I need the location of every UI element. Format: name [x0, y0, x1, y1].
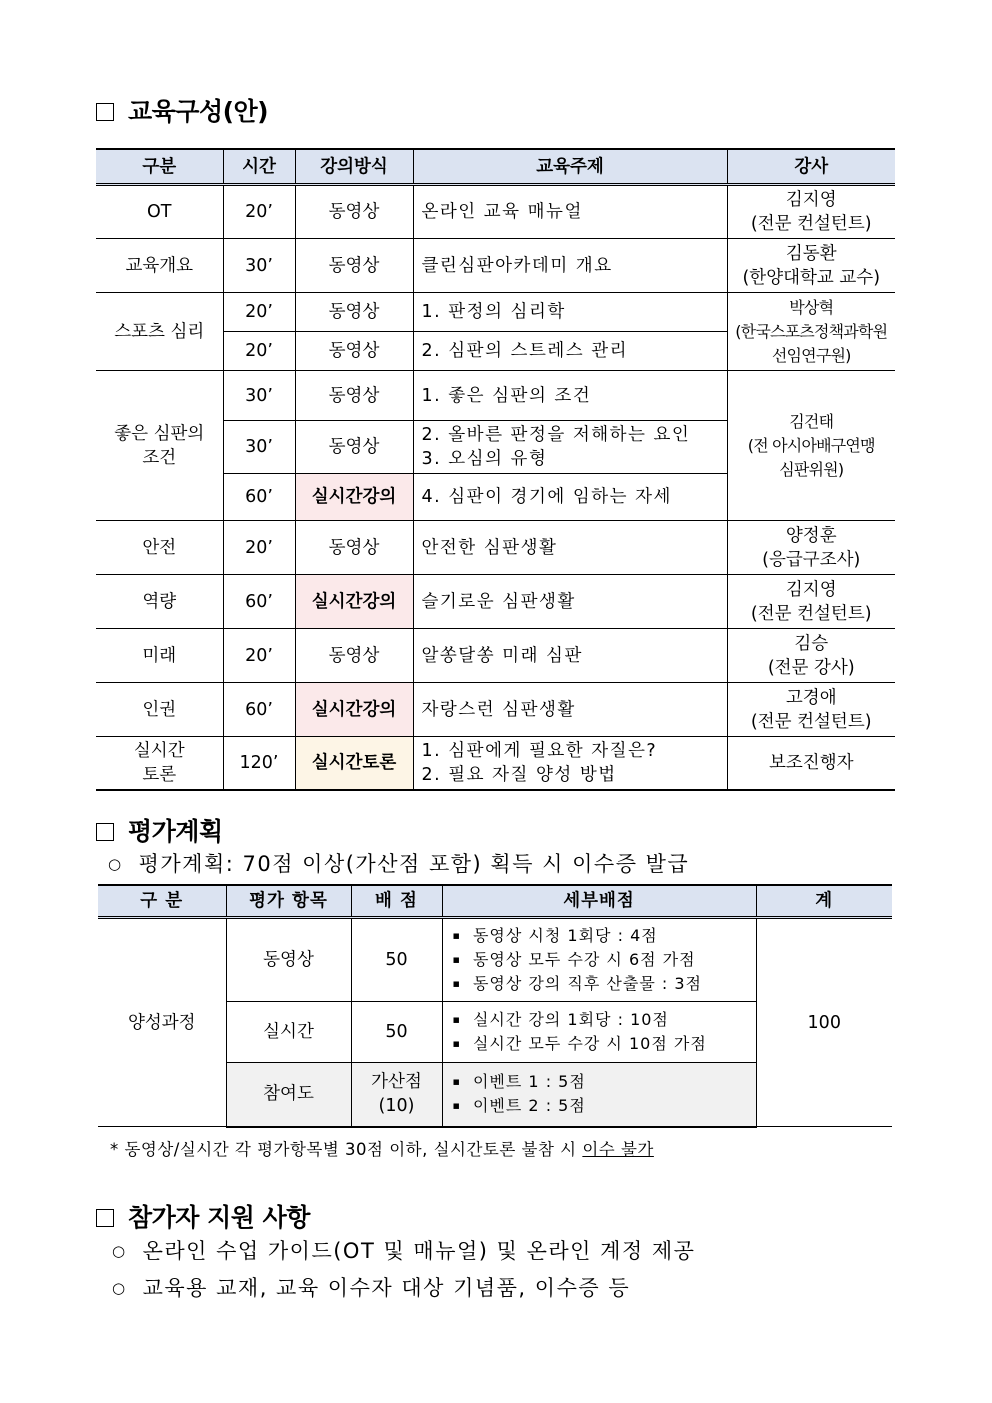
score-line: 가산점 — [371, 1072, 422, 1093]
table-row — [96, 629, 895, 683]
topic-cell: 클린심판아카데미 개요 — [413, 239, 727, 293]
detail-line: ▪ 이벤트 2 : 5점 — [453, 1094, 750, 1118]
header-detail: 세부배점 — [442, 885, 756, 918]
score-cell: 50 — [351, 918, 442, 1002]
method-cell-live: 실시간강의 — [295, 683, 413, 737]
section-title-curriculum — [96, 92, 268, 128]
topic-line: 2. 올바른 판정을 저해하는 요인 — [421, 425, 691, 445]
lecturer-title: (응급구조사) — [762, 549, 861, 570]
topic-cell: 온라인 교육 매뉴얼 — [413, 185, 727, 239]
lecturer-cell — [727, 683, 895, 737]
lecturer-name: 김건태 — [789, 411, 834, 431]
topic-cell: 1. 판정의 심리학 — [413, 293, 727, 332]
topic-cell: 자랑스런 심판생활 — [413, 683, 727, 737]
table-row — [96, 521, 895, 575]
section-title-evaluation — [96, 812, 223, 848]
detail-line: ▪ 동영상 강의 직후 산출물 : 3점 — [453, 972, 750, 996]
section-title-text: 참가자 지원 사항 — [128, 1203, 310, 1232]
checkbox-square-icon — [96, 103, 114, 121]
time-cell: 20’ — [223, 629, 295, 683]
method-cell: 동영상 — [295, 629, 413, 683]
method-cell: 동영상 — [295, 185, 413, 239]
lecturer-name: 김지영 — [785, 190, 837, 210]
header-score: 배 점 — [351, 885, 442, 918]
bullet-text: 교육용 교재, 교육 이수자 대상 기념품, 이수증 등 — [142, 1276, 631, 1300]
table-row — [96, 575, 895, 629]
lecturer-name: 김승 — [794, 633, 829, 654]
method-cell: 동영상 — [295, 371, 413, 421]
table-header-row — [96, 149, 895, 185]
time-cell: 20’ — [223, 332, 295, 371]
header-time: 시간 — [223, 149, 295, 185]
lecturer-title: (전 아시아배구연맹 — [747, 435, 875, 455]
topic-cell: 2. 심판의 스트레스 관리 — [413, 332, 727, 371]
bullet-text: 평가계획: 70점 이상(가산점 포함) 획득 시 이수증 발급 — [138, 852, 690, 876]
section-title-text: 평가계획 — [128, 817, 223, 846]
category-cell — [96, 737, 223, 790]
score-cell: 50 — [351, 1002, 442, 1063]
checkbox-square-icon — [96, 1209, 114, 1227]
evaluation-bullet — [108, 848, 689, 878]
note-text: * 동영상/실시간 각 평가항목별 30점 이하, 실시간토론 불참 시 — [110, 1140, 583, 1159]
lecturer-title: (전문 컨설턴트) — [750, 214, 872, 234]
lecturer-cell — [727, 629, 895, 683]
topic-cell: 4. 심판이 경기에 임하는 자세 — [413, 474, 727, 521]
category-cell: 인권 — [96, 683, 223, 737]
method-cell: 동영상 — [295, 332, 413, 371]
time-cell: 20’ — [223, 521, 295, 575]
group-cell: 양성과정 — [98, 918, 226, 1127]
score-cell — [351, 1063, 442, 1127]
detail-line: ▪ 실시간 모두 수강 시 10점 가점 — [453, 1032, 750, 1056]
detail-line: ▪ 동영상 시청 1회당 : 4점 — [453, 924, 750, 948]
detail-cell — [442, 918, 756, 1002]
circle-bullet-icon: ○ — [112, 1242, 127, 1260]
score-line: (10) — [378, 1096, 415, 1117]
topic-line: 3. 오심의 유형 — [421, 449, 548, 469]
time-cell: 30’ — [223, 421, 295, 474]
table-row — [96, 185, 895, 239]
time-cell: 60’ — [223, 474, 295, 521]
header-topic: 교육주제 — [413, 149, 727, 185]
method-cell: 동영상 — [295, 521, 413, 575]
circle-bullet-icon: ○ — [112, 1279, 127, 1297]
lecturer-title: 심판위원) — [779, 459, 844, 479]
method-cell: 동영상 — [295, 421, 413, 474]
item-cell: 참여도 — [226, 1063, 351, 1127]
time-cell: 60’ — [223, 683, 295, 737]
item-cell: 실시간 — [226, 1002, 351, 1063]
category-line: 좋은 심판의 — [114, 423, 205, 444]
section-title-text: 교육구성(안) — [128, 97, 269, 126]
topic-cell: 슬기로운 심판생활 — [413, 575, 727, 629]
header-lecturer: 강사 — [727, 149, 895, 185]
table-row — [96, 737, 895, 790]
lecturer-title: 선임연구원) — [771, 345, 851, 365]
lecturer-name: 박상혁 — [789, 297, 834, 317]
category-cell: 역량 — [96, 575, 223, 629]
topic-cell — [413, 421, 727, 474]
category-line: 토론 — [142, 764, 177, 785]
lecturer-cell: 보조진행자 — [727, 737, 895, 790]
evaluation-table — [98, 884, 892, 1128]
bullet-text: 온라인 수업 가이드(OT 및 매뉴얼) 및 온라인 계정 제공 — [142, 1239, 696, 1263]
table-row — [96, 293, 895, 332]
table-row — [96, 683, 895, 737]
lecturer-name: 고경애 — [785, 687, 837, 708]
circle-bullet-icon: ○ — [108, 855, 123, 873]
evaluation-note — [110, 1136, 654, 1160]
lecturer-name: 김지영 — [785, 579, 837, 600]
support-bullet — [112, 1272, 630, 1302]
time-cell: 60’ — [223, 575, 295, 629]
section-title-support — [96, 1198, 310, 1234]
detail-line: ▪ 실시간 강의 1회당 : 10점 — [453, 1008, 750, 1032]
time-cell: 30’ — [223, 239, 295, 293]
header-category: 구분 — [96, 149, 223, 185]
topic-cell: 알쏭달쏭 미래 심판 — [413, 629, 727, 683]
lecturer-cell — [727, 371, 895, 521]
detail-line: ▪ 이벤트 1 : 5점 — [453, 1070, 750, 1094]
table-row — [96, 371, 895, 421]
time-cell: 30’ — [223, 371, 295, 421]
lecturer-cell — [727, 575, 895, 629]
topic-line: 2. 필요 자질 양성 방법 — [421, 764, 617, 785]
lecturer-title: (전문 컨설턴트) — [750, 603, 872, 624]
header-item: 평가 항목 — [226, 885, 351, 918]
topic-cell: 1. 좋은 심판의 조건 — [413, 371, 727, 421]
lecturer-name: 양정훈 — [785, 525, 837, 546]
total-cell: 100 — [756, 918, 892, 1127]
lecturer-name: 김동환 — [785, 243, 837, 264]
lecturer-cell — [727, 293, 895, 371]
method-cell: 동영상 — [295, 293, 413, 332]
detail-cell — [442, 1063, 756, 1127]
time-cell: 120’ — [223, 737, 295, 790]
method-cell-live: 실시간강의 — [295, 575, 413, 629]
category-cell: 교육개요 — [96, 239, 223, 293]
topic-cell: 안전한 심판생활 — [413, 521, 727, 575]
table-header-row — [98, 885, 892, 918]
topic-line: 1. 심판에게 필요한 자질은? — [421, 740, 658, 761]
detail-line: ▪ 동영상 모두 수강 시 6점 가점 — [453, 948, 750, 972]
checkbox-square-icon — [96, 823, 114, 841]
lecturer-title: (전문 컨설턴트) — [750, 711, 872, 732]
header-total: 계 — [756, 885, 892, 918]
lecturer-title: (한국스포츠정책과학원 — [735, 321, 888, 341]
lecturer-title: (한양대학교 교수) — [742, 267, 881, 288]
item-cell: 동영상 — [226, 918, 351, 1002]
method-cell-debate: 실시간토론 — [295, 737, 413, 790]
category-line: 조건 — [142, 447, 177, 468]
detail-cell — [442, 1002, 756, 1063]
category-cell — [96, 371, 223, 521]
time-cell: 20’ — [223, 293, 295, 332]
header-division: 구 분 — [98, 885, 226, 918]
header-method: 강의방식 — [295, 149, 413, 185]
category-cell: 스포츠 심리 — [96, 293, 223, 371]
category-cell: 안전 — [96, 521, 223, 575]
topic-cell — [413, 737, 727, 790]
category-cell: OT — [96, 185, 223, 239]
note-underlined-text: 이수 불가 — [582, 1140, 654, 1159]
table-row — [98, 918, 892, 1002]
table-row — [96, 239, 895, 293]
time-cell: 20’ — [223, 185, 295, 239]
lecturer-cell — [727, 185, 895, 239]
lecturer-title: (전문 강사) — [767, 657, 855, 678]
category-line: 실시간 — [133, 740, 185, 761]
lecturer-cell — [727, 239, 895, 293]
method-cell-live: 실시간강의 — [295, 474, 413, 521]
support-bullet — [112, 1235, 695, 1265]
method-cell: 동영상 — [295, 239, 413, 293]
category-cell: 미래 — [96, 629, 223, 683]
curriculum-table — [96, 148, 895, 791]
lecturer-cell — [727, 521, 895, 575]
